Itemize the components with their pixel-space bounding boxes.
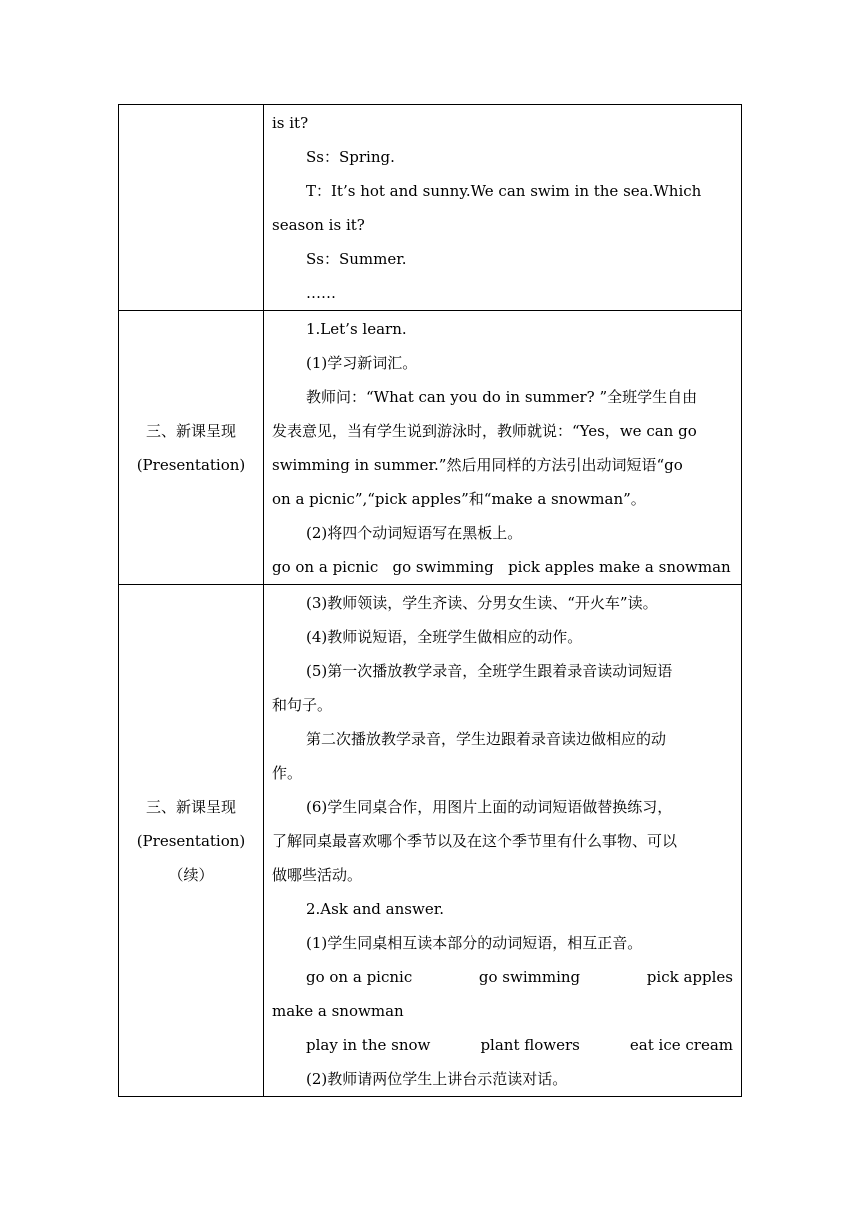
lesson-plan-table [118,104,742,1097]
phrase-line [272,1028,733,1062]
content-cell [264,105,742,311]
table-row [119,311,742,585]
text-line: (2)将四个动词短语写在黑板上。 [306,524,523,542]
text-line: (6)学生同桌合作，用图片上面的动词短语做替换练习， [306,798,673,816]
text-line: 发表意见，当有学生说到游泳时，教师就说：“Yes，we can go [272,422,697,440]
text-line: is it? [272,114,309,132]
stage-title: 三、新课呈现 [145,421,236,440]
stage-cell [119,105,264,311]
text-line: 作。 [272,764,303,782]
phrase: pick apples [646,968,733,986]
text-line: Ss：Summer. [306,250,407,268]
phrase: go swimming [478,968,581,986]
stage-cell [119,311,264,585]
content-cell [264,311,742,585]
text-line: (1)学生同桌相互读本部分的动词短语，相互正音。 [306,934,643,952]
text-line: season is it? [272,216,365,234]
text-line: Ss：Spring. [306,148,395,166]
text-line: (1)学习新词汇。 [306,354,418,372]
text-line: (3)教师领读，学生齐读、分男女生读、“开火车”读。 [306,594,658,612]
content-cell [264,585,742,1097]
text-line: …… [306,284,336,302]
text-line: make a snowman [272,1002,404,1020]
phrase: eat ice cream [629,1036,733,1054]
phrase: play in the snow [306,1036,431,1054]
text-line: go on a picnic go swimming pick apples make a snowman [272,558,731,576]
text-line: swimming in summer.”然后用同样的方法引出动词短语“go [272,456,683,474]
stage-subtitle: (Presentation) [136,831,246,850]
stage-subtitle: (Presentation) [136,455,246,474]
stage-continued: （续） [168,865,214,884]
text-line: (5)第一次播放教学录音，全班学生跟着录音读动词短语 [306,662,673,680]
text-line: (2)教师请两位学生上讲台示范读对话。 [306,1070,568,1088]
text-line: 教师问：“What can you do in summer? ”全班学生自由 [306,388,698,406]
stage-title: 三、新课呈现 [145,797,236,816]
text-line: T：It’s hot and sunny.We can swim in the sea.Which [306,182,702,200]
text-line: 1.Let’s learn. [306,320,407,338]
stage-cell [119,585,264,1097]
text-line: (4)教师说短语，全班学生做相应的动作。 [306,628,583,646]
phrase-line [272,960,733,994]
text-line: 做哪些活动。 [272,866,363,884]
text-line: 了解同桌最喜欢哪个季节以及在这个季节里有什么事物、可以 [272,832,678,850]
table-row [119,105,742,311]
table-row [119,585,742,1097]
text-line: 2.Ask and answer. [306,900,444,918]
text-line: 和句子。 [272,696,333,714]
text-line: 第二次播放教学录音，学生边跟着录音读边做相应的动 [306,730,667,748]
text-line: on a picnic”,“pick apples”和“make a snowman”。 [272,490,646,508]
phrase: go on a picnic [306,968,413,986]
phrase: plant flowers [480,1036,580,1054]
